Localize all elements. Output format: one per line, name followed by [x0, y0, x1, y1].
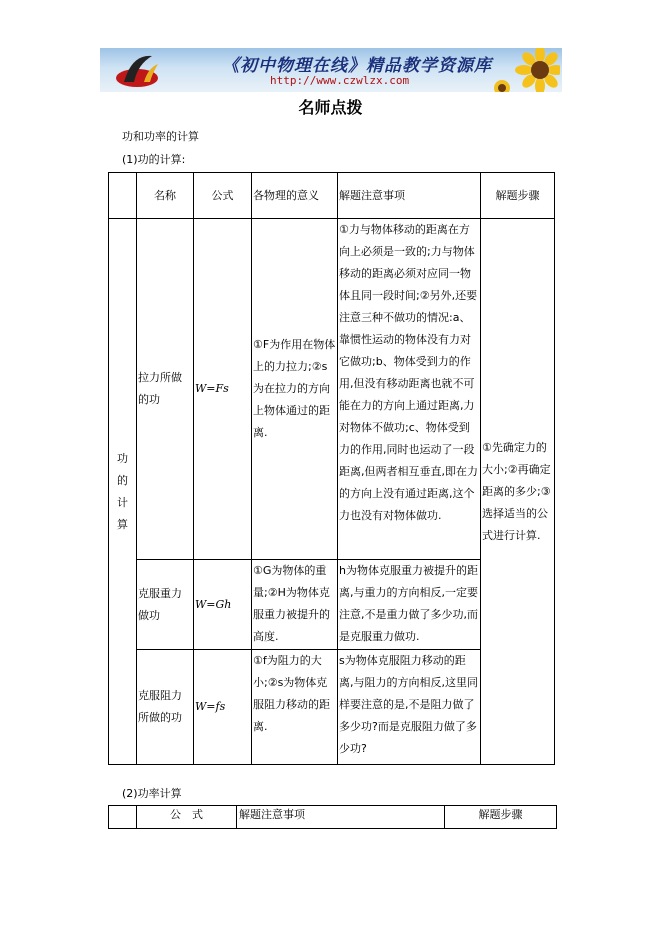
table-header-row: [109, 806, 557, 829]
site-logo: [114, 52, 160, 90]
row-formula: W=Fs: [194, 219, 252, 560]
table-row: [109, 219, 555, 560]
sunflower-image: [490, 48, 560, 92]
row-notes: s为物体克服阻力移动的距离,与阻力的方向相反,这里同样要注意的是,不是阻力做了多少功?而是克服阻力做了多少功?: [338, 650, 481, 765]
header-notes: 解题注意事项: [237, 806, 445, 829]
header-notes: 解题注意事项: [338, 173, 481, 219]
header-banner: [100, 48, 562, 92]
page-title: 名师点拨: [298, 98, 363, 117]
row-meaning: ①G为物体的重量;②H为物体克服重力被提升的高度.: [252, 560, 338, 650]
row-formula: W=Gh: [194, 560, 252, 650]
section-power-heading: (2)功率计算: [122, 787, 182, 800]
header-meaning: 各物理的意义: [252, 173, 338, 219]
section-work-heading: (1)功的计算:: [122, 153, 186, 166]
header-formula: 公式: [194, 173, 252, 219]
row-name: 拉力所做的功: [137, 219, 194, 560]
group-label: 功 的 计 算: [109, 219, 137, 765]
banner-title: 《初中物理在线》精品教学资源库: [222, 56, 492, 76]
header-steps: 解题步骤: [445, 806, 557, 829]
row-meaning: ①F为作用在物体上的力拉力;②s为在拉力的方向上物体通过的距离.: [252, 219, 338, 560]
steps-cell: ①先确定力的大小;②再确定距离的多少;③选择适当的公式进行计算.: [481, 219, 555, 765]
topic-heading: 功和功率的计算: [122, 130, 199, 143]
row-name: 克服重力做功: [137, 560, 194, 650]
header-formula: 公 式: [137, 806, 237, 829]
header-blank: [109, 173, 137, 219]
header-steps: 解题步骤: [481, 173, 555, 219]
row-name: 克服阻力所做的功: [137, 650, 194, 765]
row-notes: ①力与物体移动的距离在方向上必须是一致的;力与物体移动的距离必须对应同一物体且同一段时间;②另外,还要注意三种不做功的情况:a、靠惯性运动的物体没有力对它做功;b、物体受到力的作用,但没有移动距离也就不可能在力的方向上通过距离,力对物体不做功;c、物体受到力的作用,同时也运动了一段距离,但两者相互垂直,即在力的方向上没有通过距离,这个力也没有对物体做功.: [338, 219, 481, 560]
row-notes: h为物体克服重力被提升的距离,与重力的方向相反,一定要注意,不是重力做了多少功,而是克服重力做功.: [338, 560, 481, 650]
header-name: 名称: [137, 173, 194, 219]
power-calculation-table: [108, 805, 557, 829]
table-header-row: [109, 173, 555, 219]
header-blank: [109, 806, 137, 829]
row-meaning: ①f为阻力的大小;②s为物体克服阻力移动的距离.: [252, 650, 338, 765]
row-formula: W=fs: [194, 650, 252, 765]
work-calculation-table: [108, 172, 555, 765]
banner-url[interactable]: http://www.czwlzx.com: [270, 74, 410, 87]
